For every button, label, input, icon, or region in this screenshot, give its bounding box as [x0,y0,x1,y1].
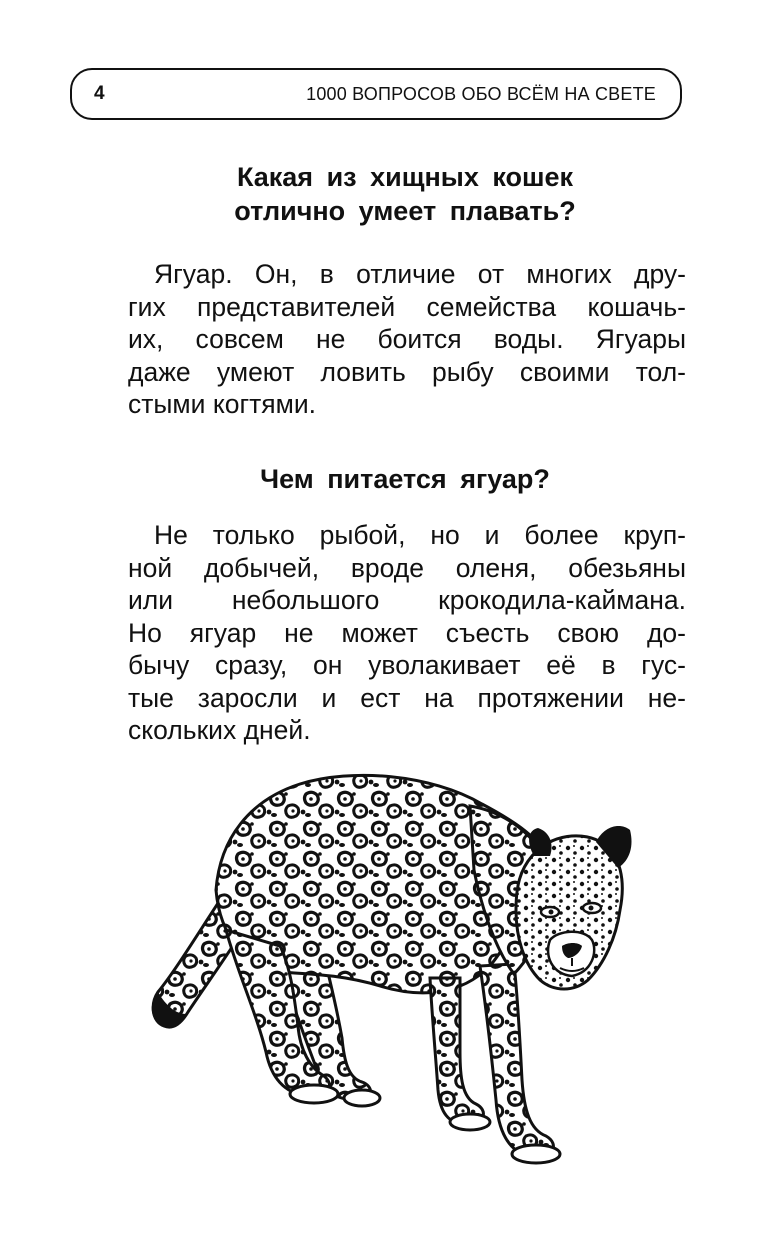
heading-line: Какая из хищных кошек [236,162,574,192]
paragraph-line: Ягуар. Он, в отличие от многих дру- [154,259,686,289]
paragraph-line: Не только рыбой, но и более круп- [154,520,686,550]
heading-line: Чем питается ягуар? [260,464,550,494]
jaguar-front-leg-near [480,964,553,1157]
jaguar-paw [290,1085,338,1103]
paragraph-line: ной добычей, вроде оленя, обезьяны [128,552,686,583]
heading-swimming-cat [128,160,682,228]
jaguar-paw [512,1145,560,1163]
heading-line: отлично умеет плавать? [234,196,576,226]
paragraph-line: гих представителей семейства кошачь- [128,291,686,322]
paragraph-line: стыми когтями. [128,389,316,419]
jaguar-paw [450,1114,490,1130]
paragraph-swimming-answer [128,258,686,421]
heading-jaguar-diet [128,462,682,496]
running-header [70,68,682,120]
jaguar-pupil [549,910,554,915]
jaguar-front-leg-far [430,978,483,1124]
paragraph-diet-answer [128,519,686,747]
paragraph-line: Но ягуар не может съесть свою до- [128,617,686,648]
page-number: 4 [94,83,105,104]
paragraph-line: или небольшого крокодила-каймана. [128,585,686,615]
paragraph-line: тые заросли и ест на протяжении не- [128,682,686,713]
paragraph-line: скольких дней. [128,715,311,745]
paragraph-line: бычу сразу, он уволакивает её в гус- [128,650,686,680]
jaguar-paw [344,1090,380,1106]
paragraph-line: их, совсем не боится воды. Ягуары [128,324,686,354]
paragraph-line: даже умеют ловить рыбу своими тол- [128,356,686,387]
jaguar-ear [529,828,551,856]
jaguar-pupil [589,906,594,911]
running-title: 1000 ВОПРОСОВ ОБО ВСЁМ НА СВЕТЕ [306,84,656,104]
jaguar-illustration [130,760,640,1180]
